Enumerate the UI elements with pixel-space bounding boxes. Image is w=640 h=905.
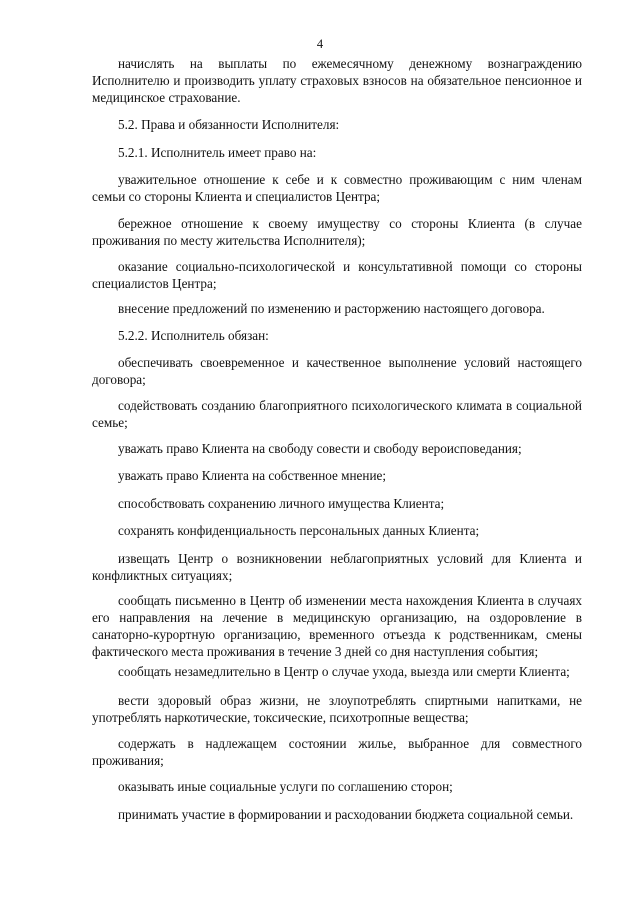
page-number: 4 [316,37,324,51]
paragraph-right-respect: уважительное отношение к себе и к совместно проживающим с ним членам семьи со стороны Клиента и специалистов Центра; [92,172,582,204]
paragraph-duty-opinion: уважать право Клиента на собственное мнение; [118,468,387,483]
paragraph-duty-conscience: уважать право Клиента на свободу совести и свободу вероисповедания; [118,441,522,456]
paragraph-duty-fulfill: обеспечивать своевременное и качественное выполнение условий настоящего договора; [92,355,582,387]
paragraph-right-proposals: внесение предложений по изменению и расторжению настоящего договора. [118,301,545,316]
paragraph-duty-property: способствовать сохранению личного имущества Клиента; [118,496,445,511]
paragraph-duty-notify-conditions: извещать Центр о возникновении неблагоприятных условий для Клиента и конфликтных ситуациях; [92,551,582,583]
paragraph-section-5-2-1: 5.2.1. Исполнитель имеет право на: [118,145,317,160]
paragraph-duty-notify-location: сообщать письменно в Центр об изменении места нахождения Клиента в случаях его направления на лечение в медицинскую организацию, на оздоровление в санаторно-курортную организацию, временного отъезда к родственникам, смены фактического места проживания в течение 3 дней со дня наступления события; [92,593,582,659]
paragraph-duty-housing: содержать в надлежащем состоянии жилье, выбранное для совместного проживания; [92,736,582,768]
paragraph-duty-healthy-lifestyle: вести здоровый образ жизни, не злоупотреблять спиртными напитками, не употреблять наркотические, токсические, психотропные вещества; [92,693,582,725]
paragraph-section-5-2-2: 5.2.2. Исполнитель обязан: [118,328,269,343]
paragraph-duty-notify-departure: сообщать незамедлительно в Центр о случае ухода, выезда или смерти Клиента; [118,664,570,679]
paragraph-duty-other-services: оказывать иные социальные услуги по соглашению сторон; [118,779,453,794]
paragraph-right-help: оказание социально-психологической и консультативной помощи со стороны специалистов Центра; [92,259,582,291]
paragraph-section-5-2: 5.2. Права и обязанности Исполнителя: [118,117,340,132]
paragraph-insurance: начислять на выплаты по ежемесячному денежному вознаграждению Исполнителю и производить уплату страховых взносов на обязательное пенсионное и медицинское страхование. [92,56,582,105]
paragraph-duty-climate: содействовать созданию благоприятного психологического климата в социальной семье; [92,398,582,430]
paragraph-right-property: бережное отношение к своему имуществу со стороны Клиента (в случае проживания по месту жительства Исполнителя); [92,216,582,248]
paragraph-duty-confidentiality: сохранять конфиденциальность персональных данных Клиента; [118,523,480,538]
paragraph-duty-budget: принимать участие в формировании и расходовании бюджета социальной семьи. [118,807,574,822]
